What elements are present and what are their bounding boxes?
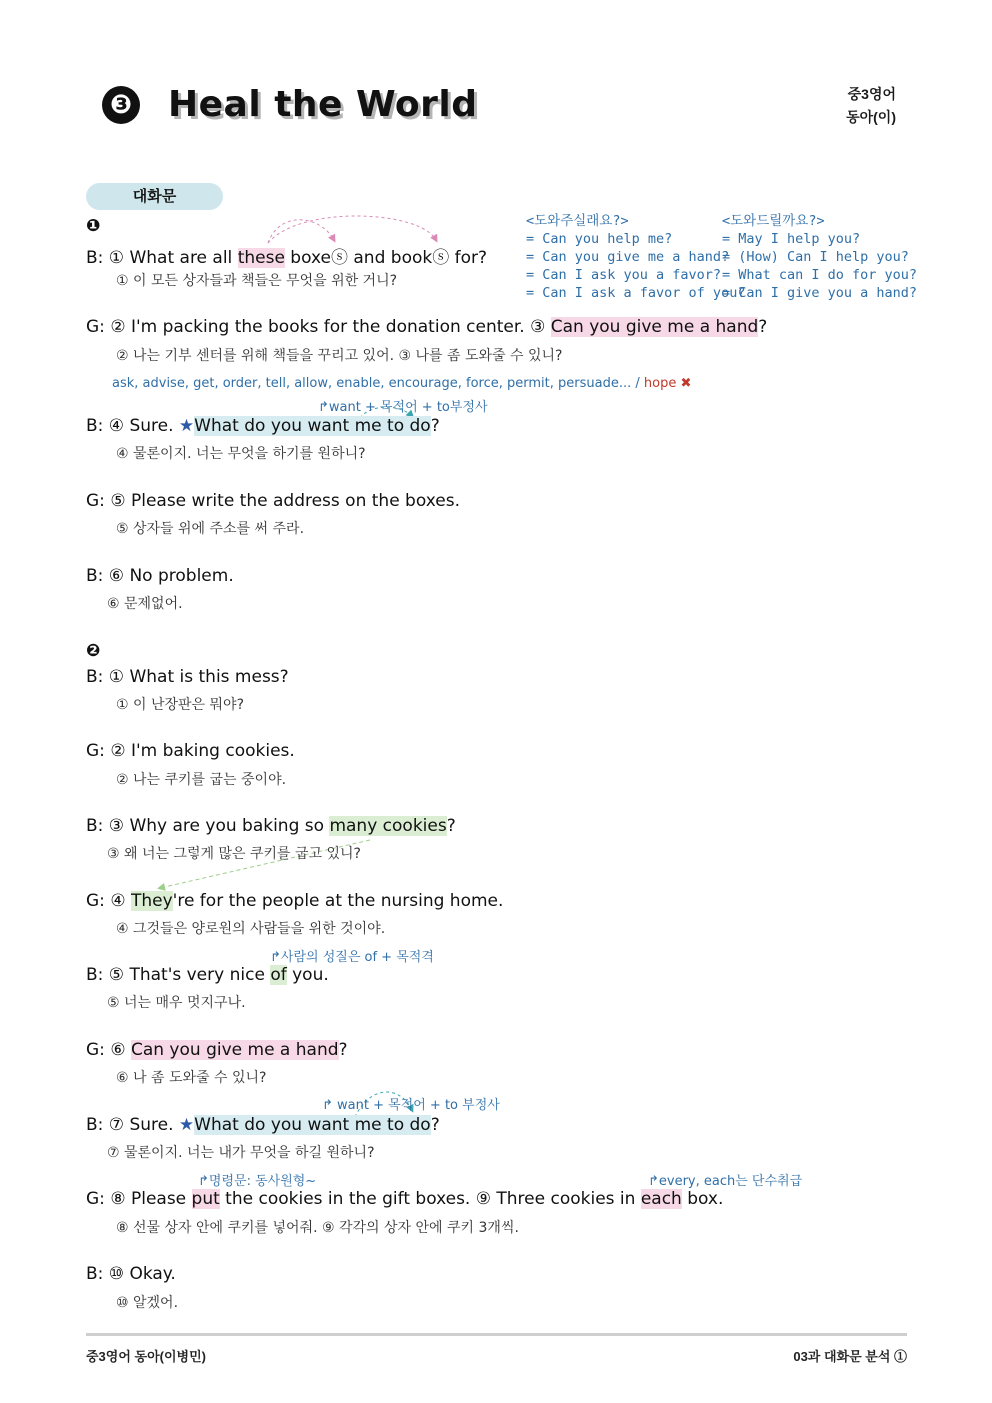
text: Three cookies in xyxy=(490,1189,641,1209)
speaker: B: xyxy=(86,1115,104,1135)
translation: ② 나는 쿠키를 굽는 중이야. xyxy=(116,772,287,788)
page-title: Heal the World xyxy=(168,84,478,125)
section-label: 대화문 xyxy=(86,183,223,210)
text: ? xyxy=(430,1115,440,1135)
text: ? xyxy=(430,416,440,436)
speaker: B: xyxy=(86,816,104,836)
verb-list-note xyxy=(112,376,691,391)
translation: ⑧ 선물 상자 안에 쿠키를 넣어줘. ⑨ 각각의 상자 안에 쿠키 3개씩. xyxy=(116,1220,519,1236)
verb-list: ask, advise, get, order, tell, allow, enable, encourage, force, permit, persuade... / xyxy=(112,376,640,391)
speaker: G: xyxy=(86,317,105,337)
text: ? xyxy=(758,317,768,337)
plural-marker: ⓢ xyxy=(330,248,348,268)
translation: ⑥ 나 좀 도와줄 수 있니? xyxy=(116,1070,267,1086)
offering-heading: <도와드릴까요?> xyxy=(722,213,825,229)
speaker: B: xyxy=(86,1264,104,1284)
footer-right: 03과 대화문 분석 ① xyxy=(793,1349,907,1364)
translation: ⑦ 물론이지. 너는 내가 무엇을 하길 원하니? xyxy=(107,1145,375,1161)
asking-line: = Can you give me a hand? xyxy=(526,249,730,265)
offering-line: = (How) Can I help you? xyxy=(722,249,909,265)
grammar-note: ↱ want + 목적어 + to 부정사 xyxy=(322,1098,500,1113)
highlight: many cookies xyxy=(329,816,447,836)
highlight: What do you want me to do xyxy=(194,416,431,436)
offering-line: = What can I do for you? xyxy=(722,267,918,283)
highlight: What do you want me to do xyxy=(194,1115,431,1135)
dialogue-line xyxy=(86,816,456,836)
dialogue-line xyxy=(86,741,295,761)
text: for? xyxy=(449,248,488,268)
chapter-number-badge: ❸ xyxy=(102,86,140,124)
line-number: ⑤ xyxy=(108,965,125,985)
dialogue-line xyxy=(86,416,440,436)
highlight: Can you give me a hand xyxy=(130,1040,339,1060)
line-number: ⑨ xyxy=(475,1189,491,1209)
asking-heading: <도와주실래요?> xyxy=(526,213,629,229)
dialogue-2-marker: ❷ xyxy=(86,641,101,661)
text: and book xyxy=(347,248,433,268)
highlight: put xyxy=(191,1189,220,1209)
translation: ⑥ 문제없어. xyxy=(107,596,183,612)
speaker: B: xyxy=(86,667,104,687)
speaker: B: xyxy=(86,965,104,985)
highlight: Can you give me a hand xyxy=(550,317,759,337)
hope-exception: hope ✖ xyxy=(643,376,692,391)
dialogue-1-marker: ❶ xyxy=(86,216,101,236)
grammar-note: ↱want + 목적어 + to부정사 xyxy=(318,400,488,415)
line-number: ① xyxy=(108,667,125,687)
translation: ① 이 모든 상자들과 책들은 무엇을 위한 거니? xyxy=(116,273,398,289)
translation: ① 이 난장판은 뭐야? xyxy=(116,697,244,713)
line-number: ② xyxy=(110,317,126,337)
footer-divider xyxy=(86,1333,907,1336)
offering-line: = Can I give you a hand? xyxy=(722,285,918,301)
translation: ⑤ 너는 매우 멋지구나. xyxy=(107,995,246,1011)
dialogue-line xyxy=(86,1115,440,1135)
text: I'm packing the books for the donation center. xyxy=(125,317,531,337)
dialogue-line xyxy=(86,965,329,985)
dialogue-line xyxy=(86,317,767,337)
highlight: They xyxy=(130,891,173,911)
translation: ⑩ 알겠어. xyxy=(116,1295,179,1311)
grammar-note: ↱사람의 성질은 of + 목적격 xyxy=(270,950,434,965)
text: 're for the people at the nursing home. xyxy=(172,891,504,911)
text: you. xyxy=(286,965,329,985)
line-number: ③ xyxy=(530,317,546,337)
grammar-note: ↱명령문: 동사원형~ xyxy=(198,1174,317,1189)
translation: ② 나는 기부 센터를 위해 책들을 꾸리고 있어. ③ 나를 좀 도와줄 수 있니? xyxy=(116,348,563,364)
text: ? xyxy=(338,1040,348,1060)
text: Sure. xyxy=(124,416,179,436)
line-number: ⑥ xyxy=(110,1040,126,1060)
text: the cookies in the gift boxes. xyxy=(219,1189,476,1209)
line-number: ④ xyxy=(110,891,126,911)
translation: ③ 왜 너는 그렇게 많은 쿠키를 굽고 있니? xyxy=(107,846,361,862)
line-number: ⑧ xyxy=(110,1189,126,1209)
line-number: ⑤ xyxy=(110,491,126,511)
line-number: ④ xyxy=(108,416,125,436)
publisher-label: 동아(이) xyxy=(846,109,896,125)
text: I'm baking cookies. xyxy=(125,741,295,761)
text: Please xyxy=(125,1189,192,1209)
dialogue-line xyxy=(86,491,460,511)
text: Sure. xyxy=(124,1115,179,1135)
dialogue-line xyxy=(86,1189,723,1209)
dialogue-line xyxy=(86,1264,176,1284)
highlight: these xyxy=(237,248,285,268)
speaker: G: xyxy=(86,741,105,761)
translation: ⑤ 상자들 위에 주소를 써 주라. xyxy=(116,521,305,537)
speaker: G: xyxy=(86,1189,105,1209)
star-icon: ★ xyxy=(178,416,195,436)
speaker: G: xyxy=(86,491,105,511)
line-number: ⑩ xyxy=(108,1264,125,1284)
speaker: B: xyxy=(86,248,104,268)
text: box. xyxy=(681,1189,724,1209)
speaker: B: xyxy=(86,416,104,436)
offering-line: = May I help you? xyxy=(722,231,861,247)
asking-line: = Can I ask you a favor? xyxy=(526,267,722,283)
dialogue-line xyxy=(86,667,289,687)
text: That's very nice xyxy=(124,965,271,985)
line-number: ② xyxy=(110,741,126,761)
text: No problem. xyxy=(124,566,234,586)
line-number: ① xyxy=(108,248,125,268)
offering-help-expressions xyxy=(722,212,917,302)
dialogue-line xyxy=(86,566,234,586)
highlight: of xyxy=(270,965,287,985)
text: What are all xyxy=(124,248,238,268)
asking-line: = Can you help me? xyxy=(526,231,673,247)
line-number: ③ xyxy=(108,816,125,836)
highlight: each xyxy=(640,1189,682,1209)
text: Why are you baking so xyxy=(124,816,330,836)
translation: ④ 물론이지. 너는 무엇을 하기를 원하니? xyxy=(116,446,366,462)
text: boxe xyxy=(284,248,331,268)
translation: ④ 그것들은 양로원의 사람들을 위한 것이야. xyxy=(116,921,386,937)
text: What is this mess? xyxy=(124,667,289,687)
speaker: B: xyxy=(86,566,104,586)
dialogue-line xyxy=(86,1040,348,1060)
text: ? xyxy=(446,816,456,836)
asking-line: = Can I ask a favor of you? xyxy=(526,285,746,301)
grammar-note: ↱every, each는 단수취급 xyxy=(648,1174,803,1189)
footer-left: 중3영어 동아(이병민) xyxy=(86,1349,206,1364)
plural-marker: ⓢ xyxy=(432,248,450,268)
text: Okay. xyxy=(124,1264,176,1284)
dialogue-line xyxy=(86,243,487,268)
line-number: ⑥ xyxy=(108,566,125,586)
grade-label: 중3영어 xyxy=(847,86,896,102)
dialogue-line xyxy=(86,891,503,911)
speaker: G: xyxy=(86,891,105,911)
asking-help-expressions xyxy=(526,212,745,302)
line-number: ⑦ xyxy=(108,1115,125,1135)
text: Please write the address on the boxes. xyxy=(125,491,460,511)
speaker: G: xyxy=(86,1040,105,1060)
star-icon: ★ xyxy=(178,1115,195,1135)
